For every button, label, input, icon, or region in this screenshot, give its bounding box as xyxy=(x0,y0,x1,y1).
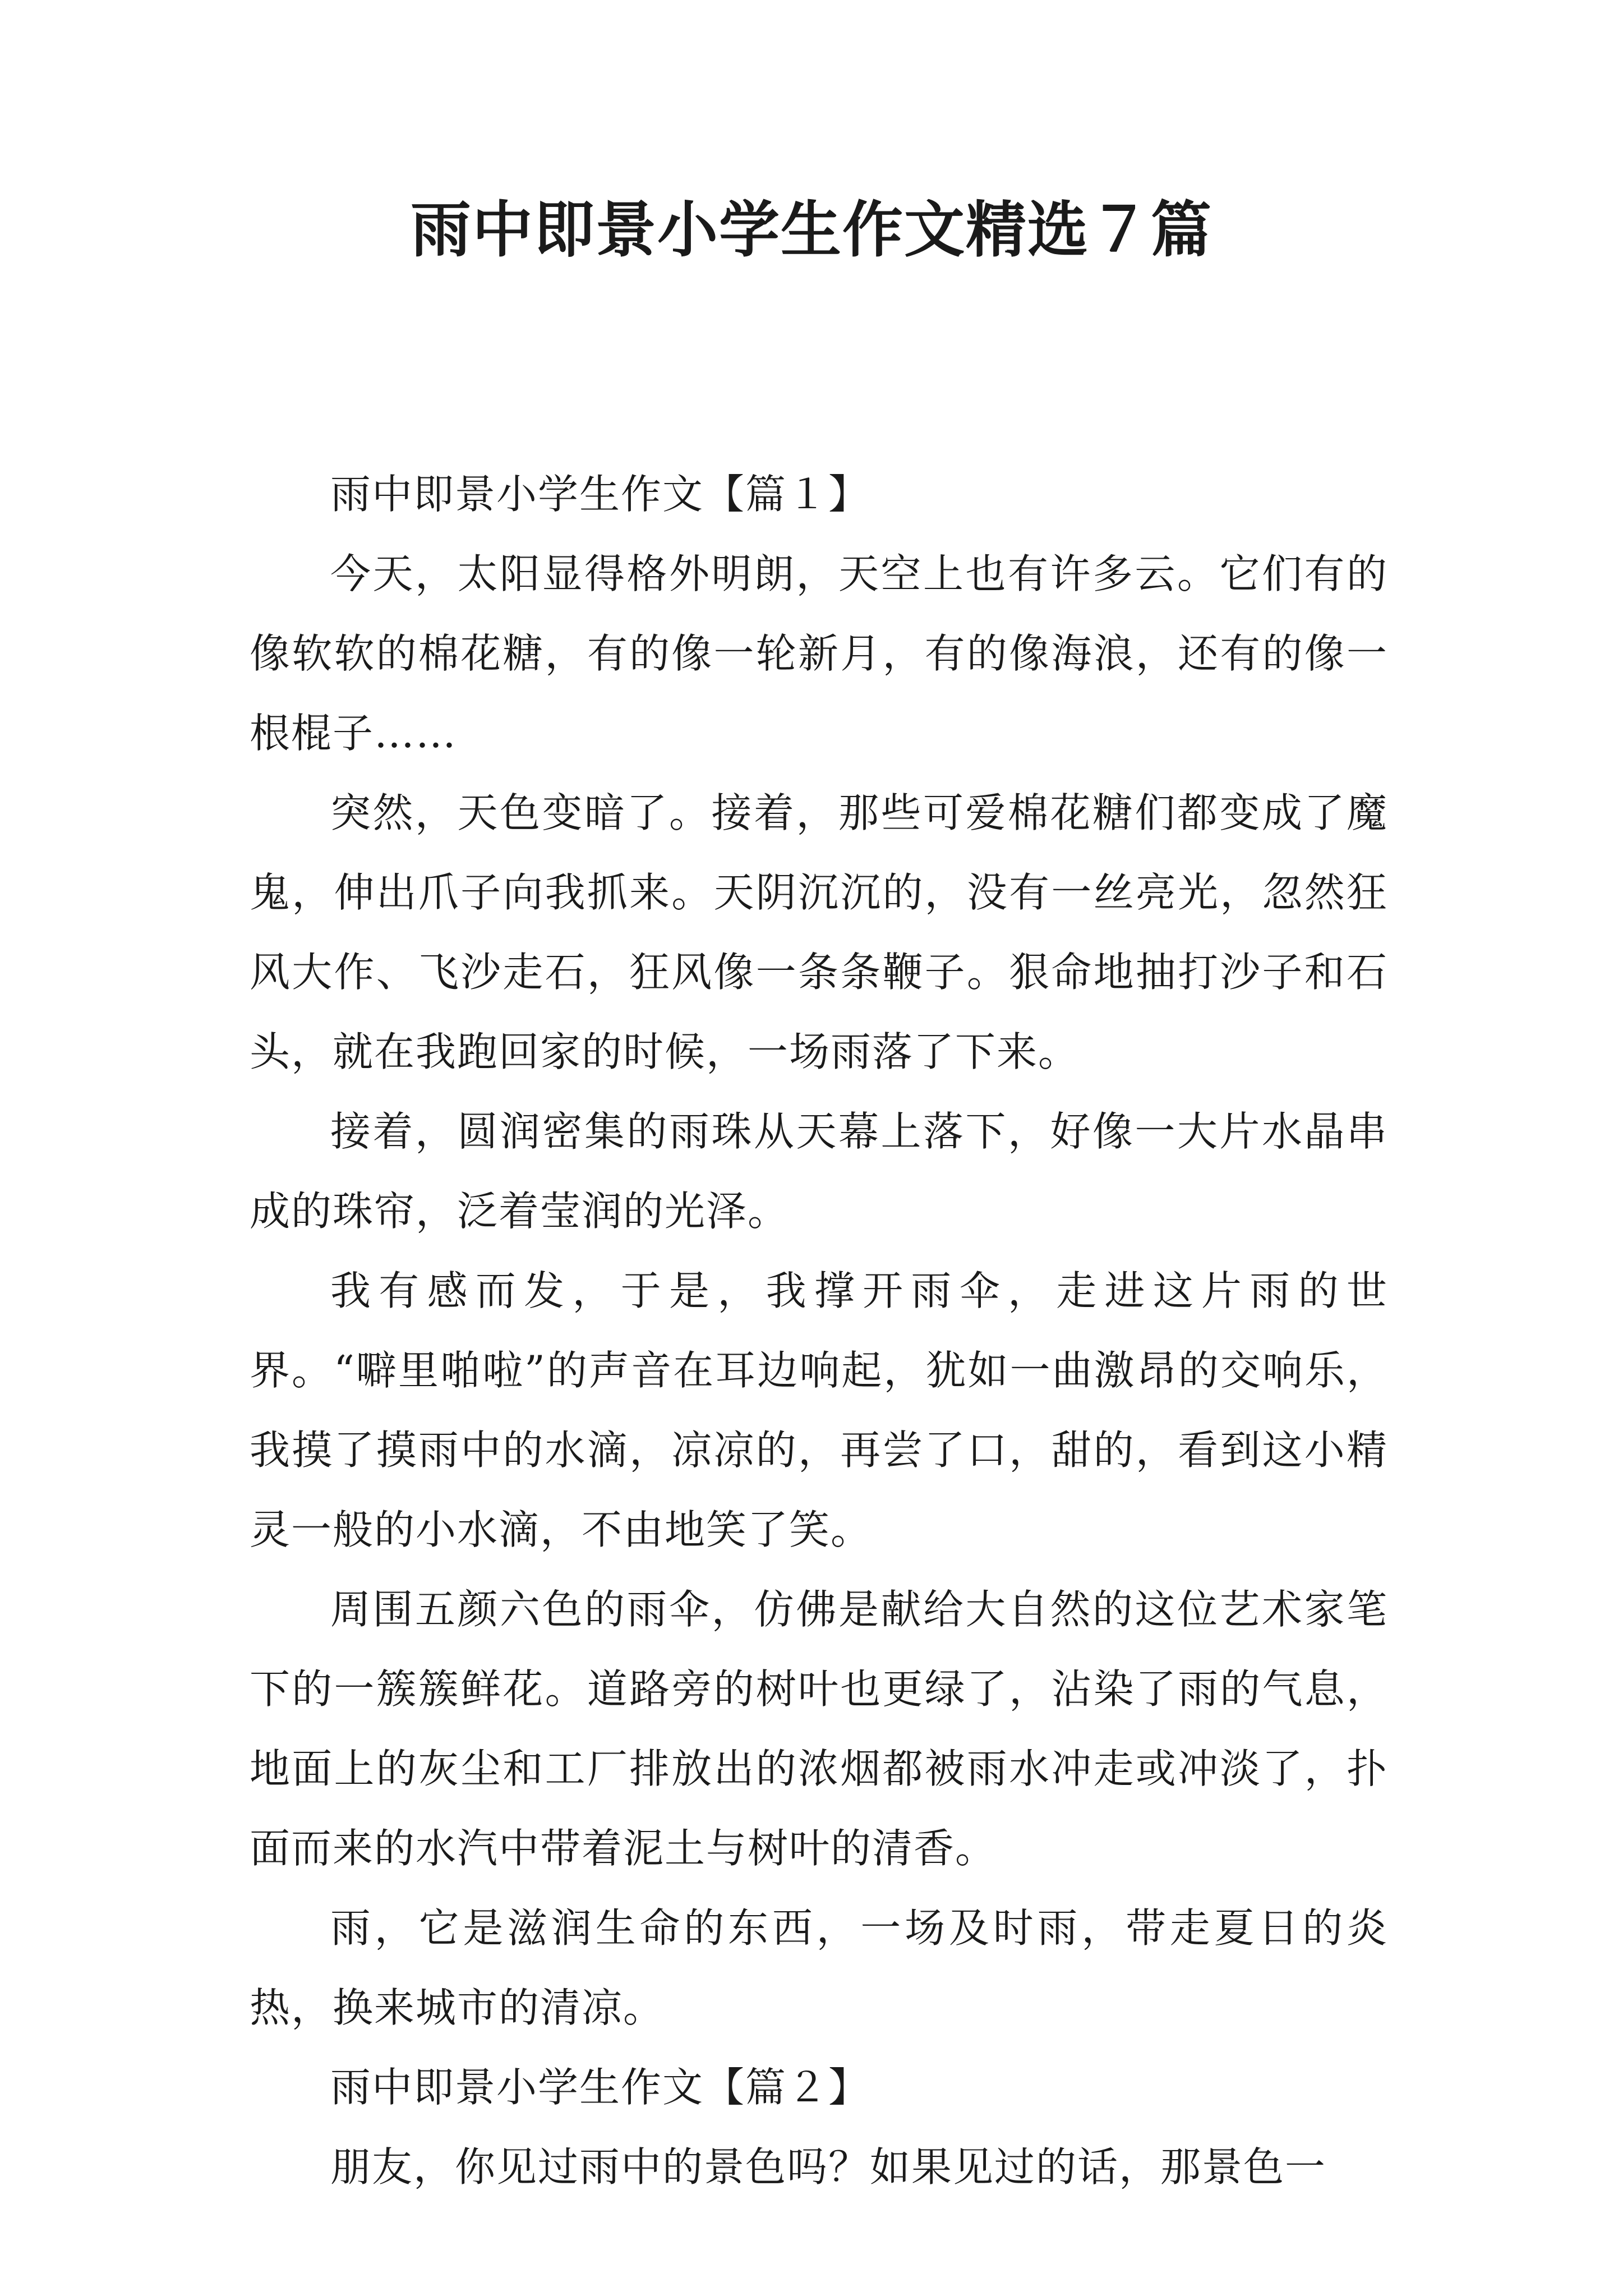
section-heading-2: 雨中即景小学生作文【篇２】 xyxy=(330,2064,870,2111)
paragraph: 雨，它是滋润生命的东西，一场及时雨，带走夏日的炎热，换来城市的清凉。 xyxy=(250,1904,1388,2031)
paragraph: 我有感而发，于是，我撑开雨伞，走进这片雨的世界。“噼里啪啦”的声音在耳边响起，犹如一曲激昂的交响乐，我摸了摸雨中的水滴，凉凉的，再尝了口，甜的，看到这小精灵一般的小水滴，不由地笑了笑。 xyxy=(250,1267,1388,1553)
paragraph: 朋友，你见过雨中的景色吗？如果见过的话，那景色一 xyxy=(330,2143,1327,2191)
paragraph: 突然，天色变暗了。接着，那些可爱棉花糖们都变成了魔鬼，伸出爪子向我抓来。天阴沉沉的，没有一丝亮光，忽然狂风大作、飞沙走石，狂风像一条条鞭子。狠命地抽打沙子和石头，就在我跑回家的时候，一场雨落了下来。 xyxy=(250,789,1388,1075)
document-body xyxy=(250,454,1388,2207)
paragraph: 周围五颜六色的雨伞，仿佛是献给大自然的这位艺术家笔下的一簇簇鲜花。道路旁的树叶也更绿了，沾染了雨的气息，地面上的灰尘和工厂排放出的浓烟都被雨水冲走或冲淡了，扑面而来的水汽中带着泥土与树叶的清香。 xyxy=(250,1586,1388,1872)
section-heading-1: 雨中即景小学生作文【篇１】 xyxy=(330,471,870,518)
paragraph: 接着，圆润密集的雨珠从天幕上落下，好像一大片水晶串成的珠帘，泛着莹润的光泽。 xyxy=(250,1108,1388,1235)
paragraph: 今天，太阳显得格外明朗，天空上也有许多云。它们有的像软软的棉花糖，有的像一轮新月，有的像海浪，还有的像一根棍子…… xyxy=(250,550,1388,757)
document-title: 雨中即景小学生作文精选７篇 xyxy=(410,195,1212,265)
